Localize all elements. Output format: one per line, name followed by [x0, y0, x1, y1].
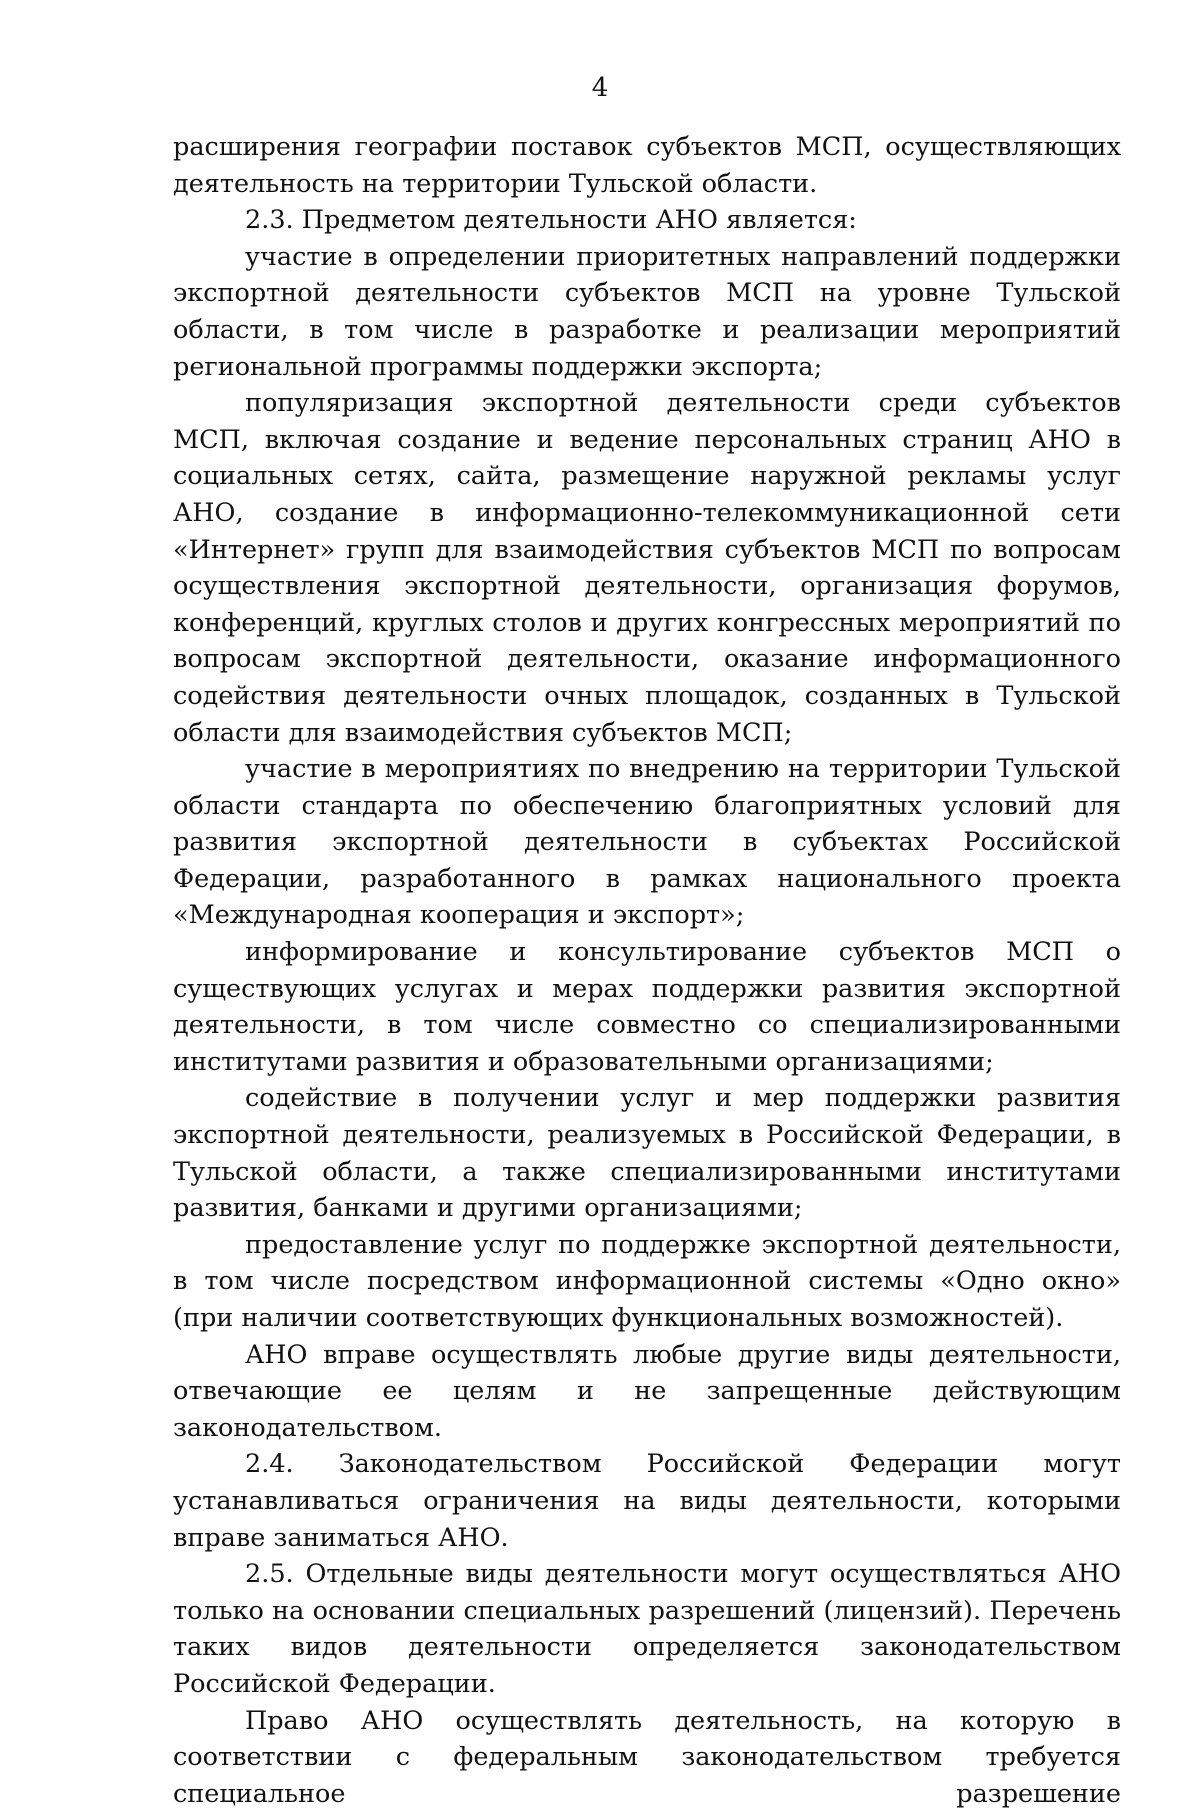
paragraph-other-activities: АНО вправе осуществлять любые другие виды деятельности, отвечающие ее целям и не запрещенные действующим законодательством. [173, 1339, 1121, 1443]
paragraph-continuation: расширения географии поставок субъектов МСП, осуществляющих деятельность на территории Тульской области. [173, 132, 1121, 199]
paragraph-popularization: популяризация экспортной деятельности среди субъектов МСП, включая создание и ведение персональных страниц АНО в социальных сетях, сайта, размещение наружной рекламы услуг АНО, создание в информационно-телекоммуникационной сети «Интернет» групп для взаимодействия субъектов МСП по вопросам осуществления экспортной деятельности, организация форумов, конференций, круглых столов и других конгрессных мероприятий по вопросам экспортной деятельности, оказание информационного содействия деятельности очных площадок, созданных в Тульской области для взаимодействия субъектов МСП; [173, 388, 1121, 748]
paragraph-section-2-3-heading: 2.3. Предметом деятельности АНО является: [245, 205, 857, 236]
paragraph-standard-implementation: участие в мероприятиях по внедрению на территории Тульской области стандарта по обеспечению благоприятных условий для развития экспортной деятельности в субъектах Российской Федерации, разработанного в рамках национального проекта «Международная кооперация и экспорт»; [173, 754, 1121, 931]
paragraph-participation-priorities: участие в определении приоритетных направлений поддержки экспортной деятельности субъектов МСП на уровне Тульской области, в том числе в разработке и реализации мероприятий региональной программы поддержки экспорта; [173, 241, 1121, 382]
paragraph-informing-consulting: информирование и консультирование субъектов МСП о существующих услугах и мерах поддержки развития экспортной деятельности, в том числе совместно со специализированными институтами развития и образовательными организациями; [173, 937, 1121, 1077]
paragraph-services-one-window: предоставление услуг по поддержке экспортной деятельности, в том числе посредством информационной системы «Одно окно» (при наличии соответствующих функциональных возможностей). [173, 1229, 1121, 1333]
page-number: 4 [591, 73, 609, 103]
paragraph-section-2-4: 2.4. Законодательством Российской Федерации могут устанавливаться ограничения на виды деятельности, которыми вправе заниматься АНО. [173, 1449, 1121, 1553]
paragraph-section-2-5: 2.5. Отдельные виды деятельности могут осуществляться АНО только на основании специальных разрешений (лицензий). Перечень таких видов деятельности определяется законодательством Российской Федерации. [173, 1559, 1121, 1699]
paragraph-license-right: Право АНО осуществлять деятельность, на которую в соответствии с федеральным законодательством требуется специальное разрешение [173, 1705, 1121, 1809]
document-body [173, 129, 1121, 1812]
paragraph-assistance: содействие в получении услуг и мер поддержки развития экспортной деятельности, реализуемых в Российской Федерации, в Тульской области, а также специализированными институтами развития, банками и другими организациями; [173, 1083, 1121, 1224]
